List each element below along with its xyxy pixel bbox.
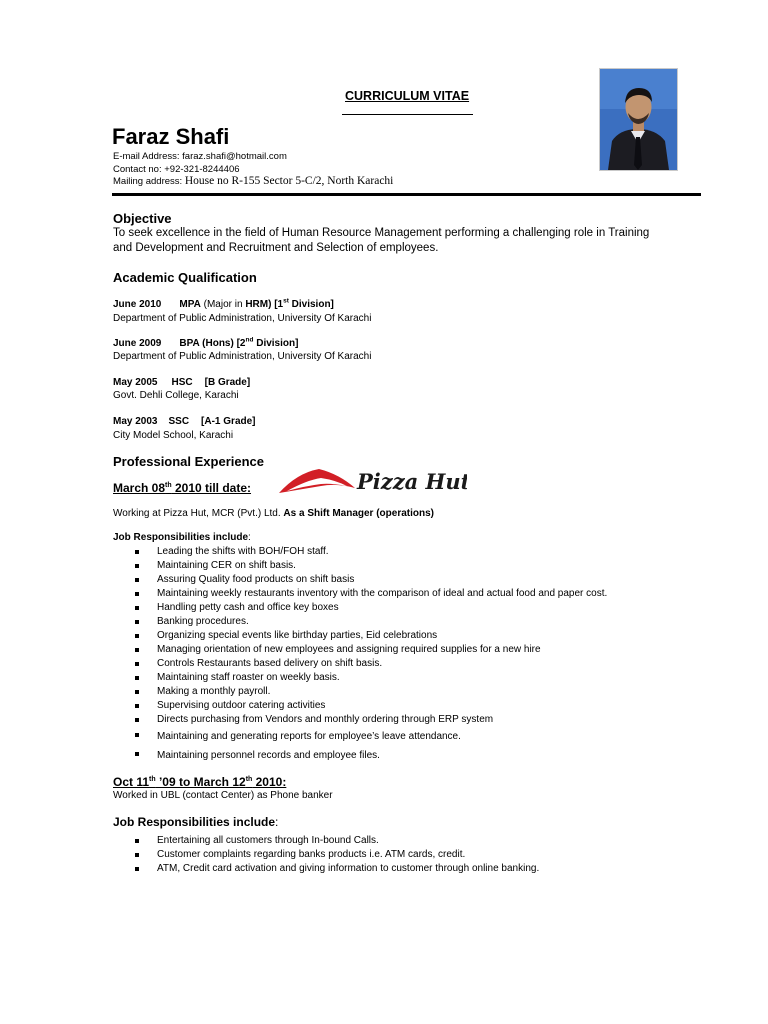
document-title: CURRICULUM VITAE xyxy=(345,89,470,103)
list-item: ATM, Credit card activation and giving information to customer through online banking. xyxy=(131,862,539,876)
qual-degree: MPA xyxy=(179,299,201,310)
job2-date-start: Oct 11 xyxy=(113,775,150,789)
qual-institute: Govt. Dehli College, Karachi xyxy=(113,390,239,401)
objective-line-2: and Development and Recruitment and Selection of employees. xyxy=(113,242,439,254)
mailing-value: House no R-155 Sector 5-C/2, North Karachi xyxy=(184,175,394,187)
job2-date-sup: th xyxy=(245,776,253,783)
job1-summary xyxy=(113,508,434,519)
list-item: Controls Restaurants based delivery on shift basis. xyxy=(131,657,607,671)
email-line xyxy=(113,151,287,162)
list-item: Customer complaints regarding banks products i.e. ATM cards, credit. xyxy=(131,848,539,862)
email-value[interactable]: faraz.shafi@hotmail.com xyxy=(182,151,287,162)
qual-degree: HSC xyxy=(171,377,193,388)
qual-sup: st xyxy=(283,297,289,305)
job2-summary: Worked in UBL (contact Center) as Phone banker xyxy=(113,790,333,801)
job1-date-start: March 08 xyxy=(113,481,166,495)
candidate-name: Faraz Shafi xyxy=(112,124,230,149)
qual-detail: (Major in xyxy=(200,299,246,310)
qual-degree: SSC xyxy=(168,416,190,427)
objective-line-1: To seek excellence in the field of Human Resource Management performing a challenging role in Training xyxy=(113,227,650,239)
qual-major: HRM xyxy=(245,299,269,310)
qualification-bpa xyxy=(113,338,298,349)
qual-date: May 2005 xyxy=(113,377,158,388)
job2-resp-colon: : xyxy=(275,815,279,829)
academic-heading: Academic Qualification xyxy=(113,270,257,285)
qualification-mpa xyxy=(113,299,334,310)
list-item: Organizing special events like birthday parties, Eid celebrations xyxy=(131,629,607,643)
qual-degree: BPA (Hons) [2 xyxy=(179,338,246,349)
qual-date: June 2009 xyxy=(113,338,162,349)
list-item: Maintaining and generating reports for employee’s leave attendance. xyxy=(131,727,607,746)
job1-responsibilities xyxy=(131,545,607,765)
contact-label: Contact no: xyxy=(113,164,165,175)
pizza-hut-logo xyxy=(277,466,467,498)
job1-resp-heading xyxy=(113,532,251,543)
qual-grade: [A-1 Grade] xyxy=(201,416,256,427)
profile-photo xyxy=(599,68,678,171)
job1-resp-colon: : xyxy=(248,532,251,543)
qual-institute: City Model School, Karachi xyxy=(113,430,234,441)
qual-institute: Department of Public Administration, University Of Karachi xyxy=(113,351,372,362)
list-item: Banking procedures. xyxy=(131,615,607,629)
qual-institute: Department of Public Administration, University Of Karachi xyxy=(113,313,372,324)
mailing-line xyxy=(113,175,393,187)
qual-date: May 2003 xyxy=(113,416,158,427)
job2-date-sup: th xyxy=(149,776,156,783)
list-item: Maintaining weekly restaurants inventory with the comparison of ideal and actual food and paper cost. xyxy=(131,587,607,601)
header-divider xyxy=(112,193,701,196)
job2-date-mid: ’09 to March 12 xyxy=(155,775,246,789)
list-item: Entertaining all customers through In-bound Calls. xyxy=(131,834,539,848)
list-item: Maintaining personnel records and employee files. xyxy=(131,746,607,765)
job1-resp-label: Job Responsibilities include xyxy=(113,532,249,543)
job2-dates xyxy=(113,775,286,789)
mailing-label: Mailing address: xyxy=(113,176,185,187)
contact-value: +92-321-8244406 xyxy=(164,164,240,175)
qual-grade: [B Grade] xyxy=(204,377,251,388)
email-label: E-mail Address: xyxy=(113,151,183,162)
list-item: Maintaining CER on shift basis. xyxy=(131,559,607,573)
contact-line xyxy=(113,164,240,175)
qual-division: Division] xyxy=(253,338,299,349)
list-item: Assuring Quality food products on shift basis xyxy=(131,573,607,587)
qual-detail: ) [1 xyxy=(268,299,284,310)
logo-wordmark: Pizza Hut xyxy=(357,469,467,494)
job2-date-end: 2010: xyxy=(252,775,287,789)
qualification-ssc xyxy=(113,416,256,427)
title-underline-rule xyxy=(342,114,473,115)
job2-responsibilities xyxy=(131,834,539,876)
list-item: Directs purchasing from Vendors and monthly ordering through ERP system xyxy=(131,713,607,727)
list-item: Supervising outdoor catering activities xyxy=(131,699,607,713)
job2-resp-heading xyxy=(113,815,278,829)
job2-resp-label: Job Responsibilities include xyxy=(113,815,276,829)
job1-dates xyxy=(113,481,251,495)
list-item: Maintaining staff roaster on weekly basis. xyxy=(131,671,607,685)
qual-date: June 2010 xyxy=(113,299,162,310)
qualification-hsc xyxy=(113,377,250,388)
qual-sup: nd xyxy=(245,336,254,344)
job1-role: As a Shift Manager (operations) xyxy=(283,508,434,519)
objective-heading: Objective xyxy=(113,211,172,226)
list-item: Managing orientation of new employees and assigning required supplies for a new hire xyxy=(131,643,607,657)
list-item: Leading the shifts with BOH/FOH staff. xyxy=(131,545,607,559)
experience-heading: Professional Experience xyxy=(113,454,265,469)
qual-division: Division] xyxy=(288,299,334,310)
list-item: Making a monthly payroll. xyxy=(131,685,607,699)
list-item: Handling petty cash and office key boxes xyxy=(131,601,607,615)
job1-date-sup: th xyxy=(165,482,172,489)
job1-date-end: 2010 till date: xyxy=(171,481,252,495)
job1-employer: Working at Pizza Hut, MCR (Pvt.) Ltd. xyxy=(113,508,284,519)
